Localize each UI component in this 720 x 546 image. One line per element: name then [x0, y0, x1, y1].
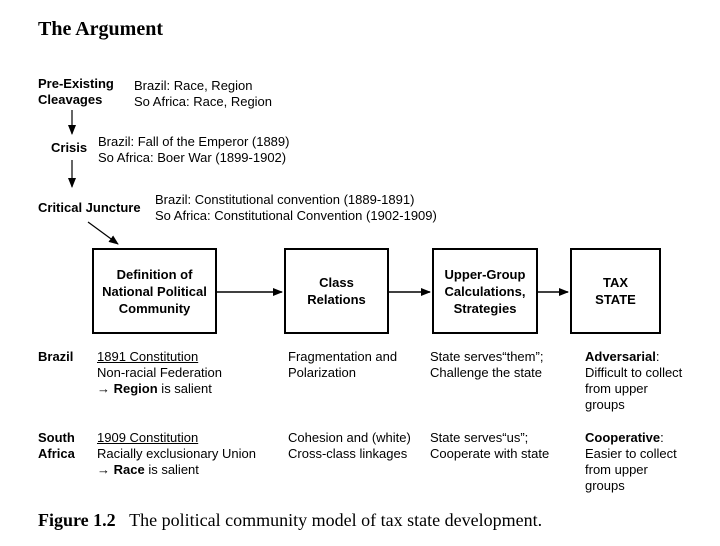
pre-existing-cleavages-label: Pre-Existing Cleavages [38, 76, 114, 107]
figure-caption [38, 510, 542, 531]
south-africa-class-relations-cell: Cohesion and (white) Cross-class linkages [288, 430, 411, 461]
implies-arrow: → [97, 381, 110, 396]
brazil-class-relations-cell: Fragmentation and Polarization [288, 349, 398, 380]
south-africa-union: Racially exclusionary Union [97, 446, 256, 461]
box-definition-national-political-community: Definition of National Political Community [92, 248, 217, 334]
south-africa-upper-group-cell: State serves“us”; Cooperate with state [430, 430, 550, 461]
box-upper-group-calculations: Upper-Group Calculations, Strategies [432, 248, 538, 334]
critical-juncture-label: Critical Juncture [38, 200, 141, 215]
figure-caption-text: The political community model of tax state development. [129, 510, 543, 530]
critical-juncture-south-africa: So Africa: Constitutional Convention (1902-1909) [155, 208, 437, 223]
pre-existing-south-africa: So Africa: Race, Region [134, 94, 273, 109]
brazil-definition-cell [97, 349, 222, 397]
brazil-tax-state-cell: Adversarial: Difficult to collect from upper groups [585, 349, 683, 412]
south-africa-tax-state-cell: Cooperative: Easier to collect from upper groups [585, 430, 677, 493]
south-africa-definition-cell [97, 430, 256, 478]
pre-existing-brazil: Brazil: Race, Region [134, 78, 253, 93]
row-label-brazil: Brazil [38, 349, 74, 364]
critical-juncture-brazil: Brazil: Constitutional convention (1889-1891) [155, 192, 415, 207]
south-africa-salience: → Race is salient [97, 462, 199, 477]
implies-arrow: → [97, 462, 110, 477]
arrow-juncture-to-definition [88, 222, 118, 244]
crisis-label: Crisis [51, 140, 88, 155]
row-label-south-africa: South Africa [38, 430, 75, 461]
box-class-relations: Class Relations [284, 248, 389, 334]
south-africa-constitution: 1909 Constitution [97, 430, 199, 445]
crisis-south-africa: So Africa: Boer War (1899-1902) [98, 150, 287, 165]
box-tax-state: TAX STATE [570, 248, 661, 334]
figure-number: Figure 1.2 [38, 510, 116, 530]
figure-title: The Argument [38, 18, 163, 40]
brazil-constitution: 1891 Constitution [97, 349, 199, 364]
brazil-federation: Non-racial Federation [97, 365, 223, 380]
brazil-upper-group-cell: State serves“them”; Challenge the state [430, 349, 544, 380]
brazil-salience: → Region is salient [97, 381, 212, 396]
crisis-brazil: Brazil: Fall of the Emperor (1889) [98, 134, 290, 149]
